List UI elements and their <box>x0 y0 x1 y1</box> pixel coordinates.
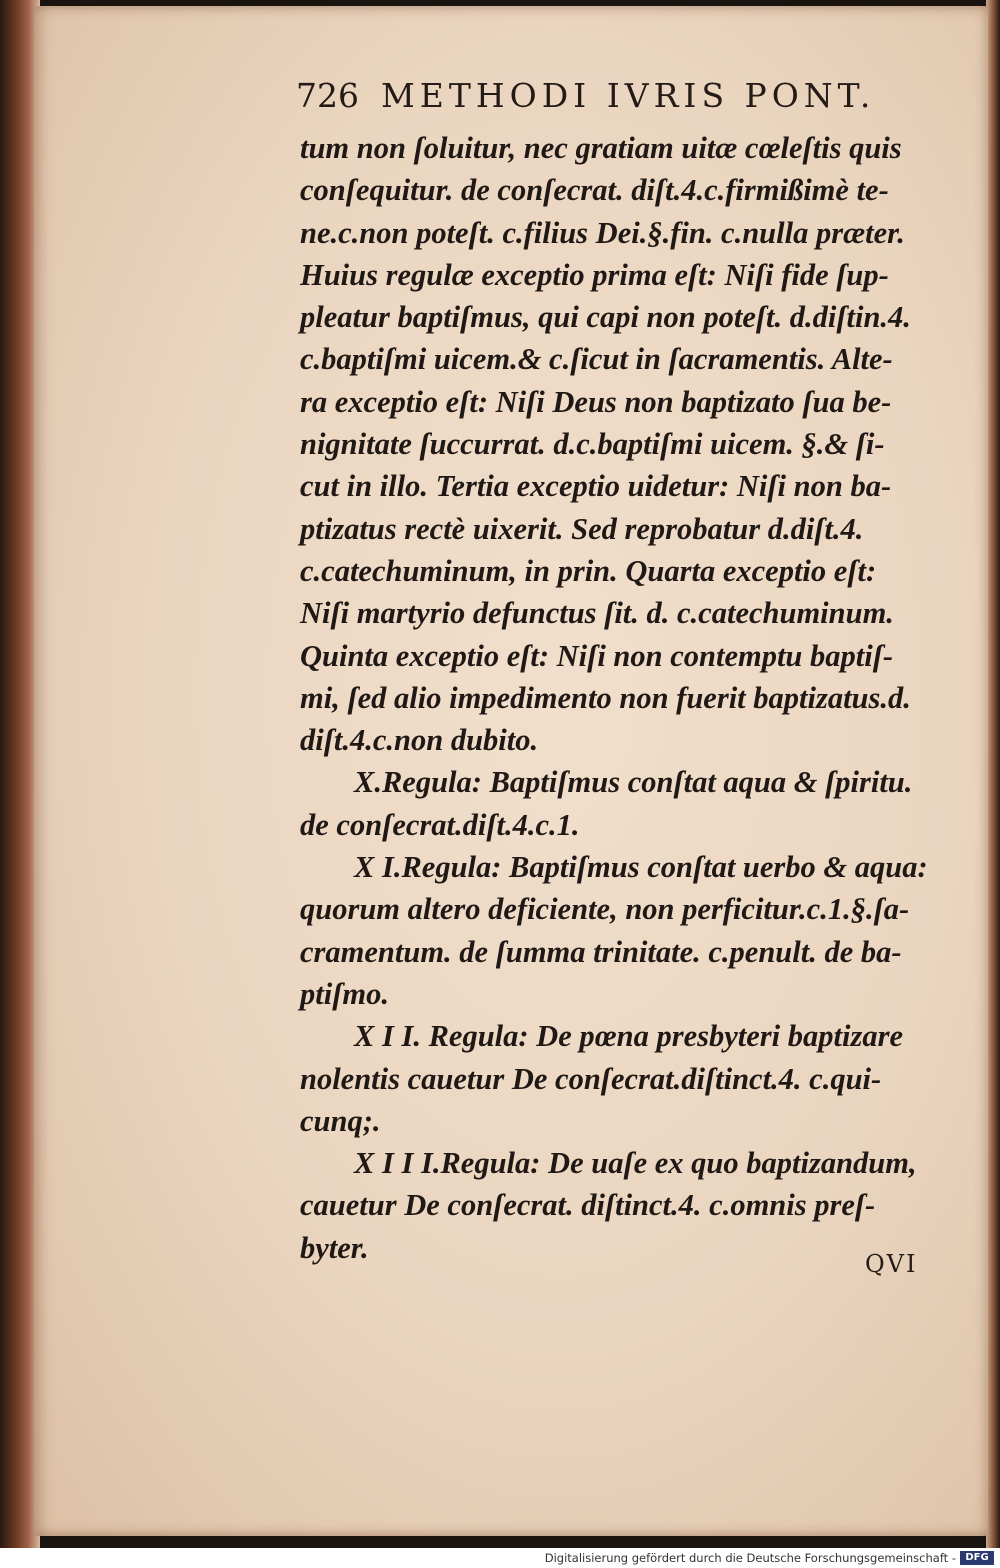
text-line: pleatur baptiſmus, qui capi non poteſt. d.diſtin.4. <box>300 300 911 335</box>
text-line: c.baptiſmi uicem.& c.ſicut in ſacramentis. Alte- <box>300 342 893 377</box>
text-line: Niſi martyrio defunctus ſit. d. c.catechuminum. <box>300 596 894 631</box>
text-line: ptiſmo. <box>300 976 389 1011</box>
text-line: nolentis cauetur De conſecrat.diſtinct.4. c.qui- <box>300 1061 882 1096</box>
text-line: Quinta exceptio eſt: Niſi non contemptu baptiſ- <box>300 638 894 673</box>
running-header <box>296 76 896 120</box>
book-edge-right <box>986 0 1000 1548</box>
text-line: Huius regulæ exceptio prima eſt: Niſi fide ſup- <box>300 257 889 292</box>
text-line: ra exceptio eſt: Niſi Deus non baptizato ſua be- <box>300 384 892 419</box>
text-line: cauetur De conſecrat. diſtinct.4. c.omnis preſ- <box>300 1188 876 1223</box>
text-line: conſequitur. de conſecrat. diſt.4.c.firmißimè te- <box>300 173 889 208</box>
footer-bar <box>0 1548 1000 1568</box>
text-line: cut in illo. Tertia exceptio uidetur: Niſi non ba- <box>300 469 892 504</box>
text-line: quorum altero deficiente, non perficitur.c.1.§.ſa- <box>300 892 910 927</box>
text-line: mi, ſed alio impedimento non fuerit baptizatus.d. <box>300 680 911 715</box>
text-line: cunq;. <box>300 1103 381 1138</box>
rule-heading-line: X I.Regula: Baptiſmus conſtat uerbo & aqua: <box>354 850 928 885</box>
text-line: c.catechuminum, in prin. Quarta exceptio eſt: <box>300 553 877 588</box>
text-line: cramentum. de ſumma trinitate. c.penult. de ba- <box>300 934 902 969</box>
rule-heading-line: X.Regula: Baptiſmus conſtat aqua & ſpiritu. <box>354 765 913 800</box>
rule-heading-line: X I I. Regula: De pœna presbyteri baptizare <box>354 1019 903 1054</box>
dfg-logo: DFG <box>960 1551 994 1565</box>
text-line: ptizatus rectè uixerit. Sed reprobatur d.diſt.4. <box>300 511 864 546</box>
rule-heading-line: X I I I.Regula: De uaſe ex quo baptizandum, <box>354 1146 917 1181</box>
text-line: de conſecrat.diſt.4.c.1. <box>300 807 580 842</box>
text-line: diſt.4.c.non dubito. <box>300 723 539 758</box>
text-line: ne.c.non poteſt. c.filius Dei.§.fin. c.nulla præter. <box>300 215 905 250</box>
funding-credit: Digitalisierung gefördert durch die Deutsche Forschungsgemeinschaft - <box>544 1551 956 1565</box>
catchword: QVI <box>865 1250 918 1278</box>
body-text <box>300 127 940 1269</box>
text-line: nignitate ſuccurrat. d.c.baptiſmi uicem. §.& ſi- <box>300 427 885 462</box>
text-line: tum non ſoluitur, nec gratiam uitæ cœleſtis quis <box>300 131 902 165</box>
page-number: 726 <box>296 76 359 115</box>
text-line: byter. <box>300 1230 369 1265</box>
running-title: METHODI IVRIS PONT. <box>381 76 876 115</box>
